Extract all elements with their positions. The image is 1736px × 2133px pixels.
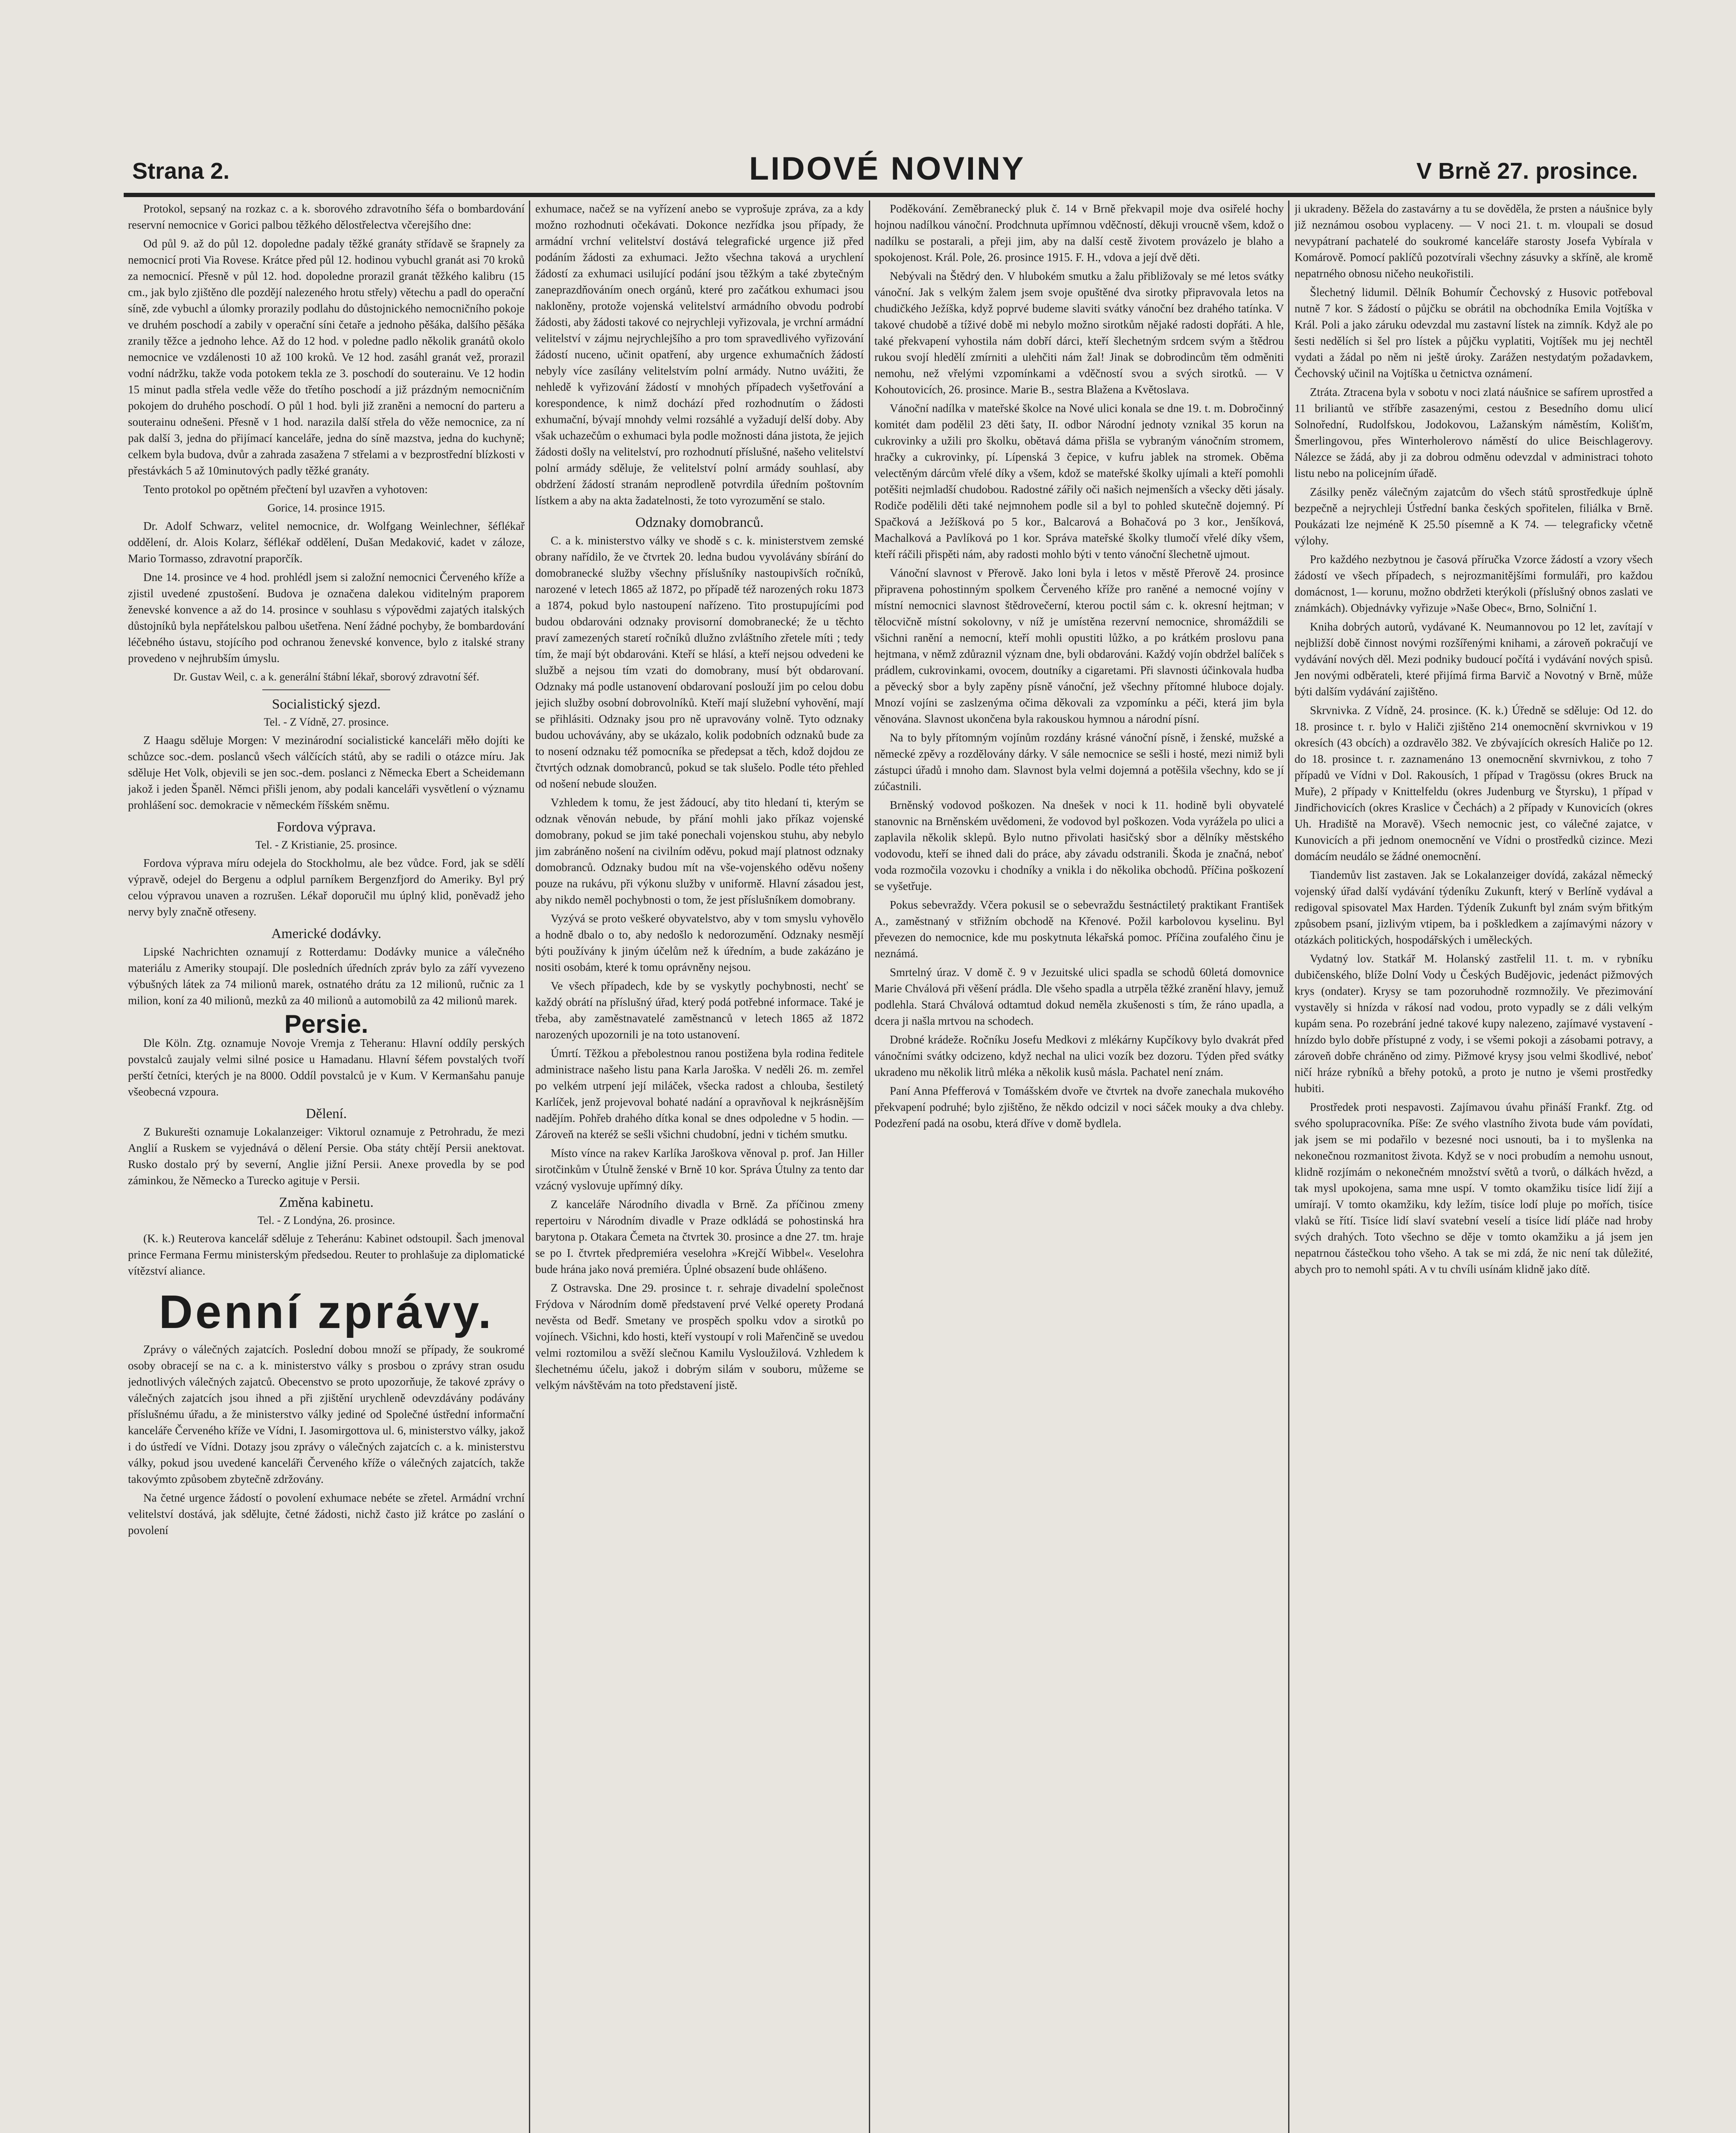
- page-number: Strana 2.: [132, 158, 230, 184]
- section-heading: Změna kabinetu.: [279, 1195, 374, 1210]
- column-rule: [869, 201, 870, 2133]
- article-paragraph: Vánoční nadílka v mateřské školce na Nové ulici konala se dne 19. t. m. Dobročinný komitét dam podělil 23 děti šaty, II. odbor Národní jednoty vznikal 35 korun na cukrovinky a užili pro školku, obětavá dáma přišla se vybraným vánočním stromem, hračky a cukrovinky, pí. Lípenská 3 čepice, v kufru jablek na stromek. Oběma velectěným dárcům vřelé díky a všem, kdož se mateřské školky ujímali a kteří pomohli potěšiti nejmladší chudobou. Radostné zářily oči našich nejmenších a všecky děti jásaly. Rodiče podělili děti také nejmnohem podle sil a byl to pohled skutečně dojemný. Pí Spačková a Ježíšková po 5 kor., Balcarová a Bohačová po 3 kor., Jenšíková, Machalková a Pavlíková po 1 kor. Správa mateřské školky tlumočí vřelé díky všem, kteří ráčili přispěti nám, aby radosti mohlo býti v tento vánoční šlechetně ujmout.: [874, 402, 1284, 561]
- dateline: Tel. - Z Londýna, 26. prosince.: [257, 1214, 395, 1226]
- article-paragraph: Vydatný lov. Statkář M. Holanský zastřelil 11. t. m. v rybníku dubičenského, blíže Dolní Vody u Českých Budějovic, jedenáct pižmových krys (ondater). Krysy se tam pozoruhodně rozmnožily. Ve přezimování vystavěly si hnízda v rákosí nad vodou, proto vypadly se z dáli velkým kupám sena. Po rozebrání jedné takové kupy nalezeno, zajímavé vystavení - hnízdo bylo dobře přístupné z vody, i se všemi pokoji a zásobami potravy, a zároveň dobře chráněno od zimy. Pižmové krysy jsou velmi škodlivé, neboť ničí hráze rybníků a břehy potoků, a proto je nutno je všemi prostředky hubiti.: [1295, 952, 1653, 1095]
- section-heading: Americké dodávky.: [271, 926, 382, 942]
- article-paragraph: exhumace, načež se na vyřízení anebo se vyprošuje zpráva, za a kdy možno rozhodnuti očekávati. Dokonce nezřídka jsou případy, že armádní vrchní velitelství dostává telegrafické urgence již před podáním žádosti za exhumaci. Ježto všechna taková a urychlení žádostí za exhumaci usilující podání jsou těžkým a také zbytečným zaneprazdňováním onech orgánů, které pro začátkou exhumaci jsou nakloněny, protože vojenská velitelství armádního obvodu podrobí žádosti, aby žádosti takové co nejrychleji vyřizovala, je vrchní armádní velitelství v zájmu nejrychlejšího a pro tom spravedlivého vyřizování žádostí nuceno, učinit opatření, aby urgence exhumačních žádostí nebyly více zasílány velitelstvím polní armády. Nutno uvážiti, že nehledě k vyřizování žádostí v mnohých případech vyšetřování a korespondence, k nimž dochází před rozhodnutím o žádosti exhumační, bývají mnohdy velmi rozsáhlé a vyžadují delší doby. Aby však uchazečům o exhumaci byla podle možnosti dána jistota, že jejich žádosti došly na velitelství, pro rozhodnutí příslušné, našeho velitelství polní armády sděluje, že velitelství polní armády souhlasí, aby obdržení žádostí stranám neprodleně potvrdila úředním poštovním lístkem a aby na akta žadatelnosti, že toto vyrozumění se stalo.: [535, 202, 864, 507]
- article-paragraph: Vzhledem k tomu, že jest žádoucí, aby tito hledaní ti, kterým se odznak věnován nebude, by přání mohli jako příkaz vojenské domobrany, pokud se jim také ponechali vojenskou stuhu, aby nebylo jim zabráněno nošení na civilním oděvu, pokud mají platnost odznaky domobranců. Odznaky budou mít na vše-vojenského oděvu nošeny pouze na rukávu, při výkonu služby v uniformě. Hlavní zásadou jest, aby nikdo neměl pochybnosti o tom, že jest příslušníkem domobrany.: [535, 796, 864, 906]
- article-paragraph: Vánoční slavnost v Přerově. Jako loni byla i letos v městě Přerově 24. prosince připravena pohostinným spolkem Červeného kříže pro raněné a nemocné vojíny v místní nemocnici slavnost štědrovečerní, kterou poctil sám c. k. okresní hejtman; v tělocvičně místní sokolovny, v níž je umístěna rezervní nemocnice, shromáždili se všichni ranění a nemocní, kteří mohli opustiti lůžko, a po krátkém proslovu pana hejtmana, v němž zdůraznil význam dne, byli obdarováni. Každý vojín obdržel balíček s prádlem, cukrovinkami, ovocem, doutníky a cigaretami. Při slavnosti účinkovala hudba a pěvecký sbor a byly zapěny písně vánoční, jež všechny přítomné hluboce dojaly. Mnozí vojíni se zaslzenýma očima děkovali za vzpomínku a péči, která jim byla věnována. Slavnost ukončena byla rakouskou hymnou a národní písní.: [874, 567, 1284, 725]
- article-paragraph: Drobné krádeže. Ročníku Josefu Medkovi z mlékárny Kupčíkovy bylo dvakrát před vánočními svátky odcizeno, když nechal na ulici vozík bez dozoru. Týden před svátky ukradeno mu několik litrů mléka a několik kusů másla. Pachatel není znám.: [874, 1033, 1284, 1078]
- article-paragraph: Brněnský vodovod poškozen. Na dnešek v noci k 11. hodině byli obyvatelé stanovnic na Brněnském uvědomeni, že vodovod byl poškozen. Voda vyrážela po ulici a zaplavila několik sklepů. Bylo nutno přivolati hasičský sbor a dělníky městského vodovodu, kteří se ihned dali do práce, aby závadu odstranili. Škoda je značná, neboť voda rozmočila vozovku i chodníky a vnikla i do několika obchodů. Příčina poškození se vyšetřuje.: [874, 799, 1284, 892]
- header-rule: [124, 193, 1655, 197]
- section-heading: Odznaky domobranců.: [635, 515, 764, 530]
- article-paragraph: Fordova výprava míru odejela do Stockholmu, ale bez vůdce. Ford, jak se sdělí výpravě, odejel do Bergenu a odplul parníkem Bergenzfjord do Ameriky. Byl prý celou výpravou unaven a rozrušen. Lékař doporučil mu úplný klid, poněvadž jeho nervy byly značně otřeseny.: [128, 857, 525, 918]
- article-paragraph: Vyzývá se proto veškeré obyvatelstvo, aby v tom smyslu vyhovělo a hodně dbalo o to, aby nedošlo k nedorozumění. Odznaky nesmějí býti používány k jiným účelům než k úředním, a bude zakázáno je nositi osobám, které k tomu oprávněny nejsou.: [535, 912, 864, 974]
- column-2: [535, 201, 864, 2133]
- article-paragraph: Pokus sebevraždy. Včera pokusil se o sebevraždu šestnáctiletý praktikant František A., zaměstnaný v střižním obchodě na Křenové. Požil karbolovou kyselinu. Byl převezen do nemocnice, kde mu poskytnuta lékařská pomoc. Příčina zoufalého činu je neznámá.: [874, 898, 1284, 960]
- signature: Dr. Gustav Weil, c. a k. generální štábní lékař, sborový zdravotní šéf.: [173, 671, 479, 683]
- page-header: [98, 145, 1655, 196]
- divider: [262, 689, 390, 690]
- column-4: [1295, 201, 1653, 2133]
- article-paragraph: Dr. Adolf Schwarz, velitel nemocnice, dr. Wolfgang Weinlechner, šéflékař oddělení, dr. Alois Kolarz, šéflékař oddělení, Dušan Medaković, kadet v záloze, Mario Tormasso, zdravotní praporčík.: [128, 520, 525, 565]
- column-rule: [529, 201, 530, 2133]
- section-heading: Socialistický sjezd.: [272, 697, 381, 712]
- article-paragraph: Lipské Nachrichten oznamují z Rotterdamu: Dodávky munice a válečného materiálu z Ameriky stoupají. Dle posledních úředních zpráv bylo za září vyvezeno výbušných látek za 74 milionů marek, ostnatého drátu za 12 milionů, ručnic za 1 milion, koní za 40 milionů, mezků za 40 milionů a automobilů za 42 milionů marek.: [128, 945, 525, 1007]
- section-heading-large: Persie.: [284, 1010, 369, 1038]
- article-paragraph: Zprávy o válečných zajatcích. Poslední dobou množí se případy, že soukromé osoby obracejí se na c. a k. ministerstvo války s prosbou o zprávy stran osudu jednotlivých válečných zajatců. Obecenstvo se proto upozorňuje, že takové zprávy o válečných zajatcích jsou ihned a při zjištění urychleně odevzdávány podávány příslušnému úřadu, a že ministerstvo války jediné od Společné ústřední informační kanceláře Červeného kříže ve Vídni, I. Jasomirgottova ul. 6, ministerstvo války, jakož i do ústředí ve Vídni. Dotazy jsou zprávy o válečných zajatcích c. a k. ministerstvu války, pokud jsou uvedené kanceláři Červeného kříže o válečných zajatcích, takže takovýmto způsobem zbytečně zdržovány.: [128, 1343, 525, 1485]
- issue-date: V Brně 27. prosince.: [1416, 158, 1638, 184]
- column-rule: [1288, 201, 1289, 2133]
- article-paragraph: Z kanceláře Národního divadla v Brně. Za příčinou zmeny repertoiru v Národním divadle v Praze odkládá se pohostinská hra barytona p. Otakara Čemeta na čtvrtek 30. prosince a dne 27. tm. hraje se po I. čtvrtek předpremiéra veselohra »Krejčí Wibbel«. Veselohra bude hrána jako nová premiéra. Úplné obsazení bude ohlášeno.: [535, 1198, 864, 1276]
- article-paragraph: Na četné urgence žádostí o povolení exhumace nebéte se zřetel. Armádní vrchní velitelství dostává, jak sdělujte, četné žádosti, nichž často již krátce po zaslání o povolení: [128, 1491, 525, 1537]
- article-paragraph: Dne 14. prosince ve 4 hod. prohlédl jsem si založní nemocnici Červeného kříže a zjistil uvedené zpustošení. Budova je označena dalekou viditelným praporem ženevské konvence a až do 14. prosince v souhlasu s výpovědmi zajatých italských důstojníků byla nepřátelskou palbou ušetřena. Není žádné pochyby, že bombardování léčebného ústavu, stojícího pod ochranou ženevské konvence, bylo z italské strany provedeno v nejhrubším úmyslu.: [128, 571, 525, 665]
- article-paragraph: Na to byly přítomným vojínům rozdány krásné vánoční písně, i ženské, mužské a německé zpěvy a rozdělovány dárky. V sále nemocnice se sešli i hosté, mezi nimiž byli zástupci úřadů i mnoho dam. Slavnost byla velmi dojemná a potěšila všechny, kdo se jí zúčastnili.: [874, 731, 1284, 793]
- article-paragraph: Z Bukurešti oznamuje Lokalanzeiger: Viktorul oznamuje z Petrohradu, že mezi Anglií a Ruskem se vyjednává o dělení Persie. Oba státy chtějí Persii anektovat. Rusko dostalo prý by severní, Anglie jižní Persii. Anexe provedla by se pod záminkou, že Německo a Turecko agituje v Persii.: [128, 1125, 525, 1187]
- article-paragraph: Zásilky peněz válečným zajatcům do všech států sprostředkuje úplně bezpečně a nejrychleji Ústřední banka českých spořitelen, filiálka v Brně. Poukázati lze nejméně K 25.50 písemně a K 74. — telegraficky včetně výlohy.: [1295, 485, 1653, 547]
- article-paragraph: Z Haagu sděluje Morgen: V mezinárodní socialistické kanceláři měło dojíti ke schůzce soc.-dem. poslanců všech válčících států, aby se radili o otázce míru. Jak sděluje Het Volk, objevili se jen soc.-dem. poslanci z Německa Ebert a Scheidemann jakož i jeden Španěl. Němci přišli jenom, aby podali kanceláři vysvětlení o významu prohlášení soc. demokracie v německém říšském sněmu.: [128, 734, 525, 811]
- section-heading: Dělení.: [305, 1106, 347, 1122]
- newspaper-title: LIDOVÉ NOVINY: [749, 151, 1025, 187]
- article-paragraph: Skrvnivka. Z Vídně, 24. prosince. (K. k.) Úředně se sděluje: Od 12. do 18. prosince t. r. bylo v Haliči zjištěno 214 onemocnění skvrnivkou v 19 okresích (43 obcích) a ozdravělo 382. Ve zbývajících okresích Haliče po 12. do 18. prosince t. r. zaznamenáno 13 onemocnění skvrnivkou, z toho 7 případů ve Vídni v Dol. Rakousích, 1 případ v Tragössu (okres Bruck na Muře), 2 případy v Knittelfeldu (okres Judenburg ve Štyrsku), 1 případ v Jindřichovicích (okres Kraslice v Čechách) a 2 případy v Kunovicích (okres Uh. Hradiště na Moravě). Všech nemocnic jest, co válečné zajatce, v Kunovicích a při jednom onemocnění ve Vídni o prostředků cizince. Mezi domácím neudálo se žádné onemocnění.: [1295, 704, 1653, 863]
- dateline: Tel. - Z Vídně, 27. prosince.: [264, 716, 389, 728]
- article-paragraph: Poděkování. Zeměbranecký pluk č. 14 v Brně překvapil moje dva osiřelé hochy hojnou nadílkou vánoční. Prodchnuta upřímnou vděčností, děkuji vroucně všem, kdož o nadílku se postarali, a přeji jim, aby na další cestě životem provázelo je blaho a spokojenost. Král. Pole, 26. prosince 1915. F. H., vdova a její dvě děti.: [874, 202, 1284, 264]
- article-paragraph: C. a k. ministerstvo války ve shodě s c. k. ministerstvem zemské obrany nařídilo, že ve čtvrtek 20. ledna budou vyvolávány sbírání do domobranecké služby všechny příslušníky nastoupivších ročníků, narozené v letech 1865 až 1872, po případě též narozených roku 1873 a 1874, pokud bylo nastoupení nařízeno. Tito prostupujícími pod budou obdarováni odznaky provisorní domobranecké; že u těchto praví zamezených staretí ročníků dlužno zvláštního zřetele míti ; tedy tím, že mají být obdarováni. Kteří se hlásí, a kteří nejsou odvedeni ke službě a nejsou tím vzati do domobrany, musí být obdarovaní. Odznaky má podle ustanovení obdarovaní poslouží jim po celou dobu jejich služby osobní dobrovolníků. Kteří mají služební vyhovění, mají se přihlásiti. Odznaky jsou pro ně upravovány volně. Tyto odznaky budou uchovávány, aby se ukázalo, kolik podobních odznaků bude za to nosení odznaku též pomocníka se předepsat a těch, kdož dojdou ze čtvrtých odznak domobranců, pokud se tak slušelo. Podle této přehled od nošení nebude sloužen.: [535, 534, 864, 790]
- article-paragraph: Místo vínce na rakev Karlíka Jaroškova věnoval p. prof. Jan Hiller sirotčinkům v Útulně ženské v Brně 10 kor. Správa Útulny za tento dar vzácný vyslovuje upřímný díky.: [535, 1147, 864, 1192]
- article-paragraph: Ve všech případech, kde by se vyskytly pochybnosti, nechť se každý obrátí na příslušný úřad, který podá potřebné informace. Také je třeba, aby zaměstnavatelé zaměstnanců v letech 1865 až 1872 narozených upozornili je na toto ustanovení.: [535, 979, 864, 1041]
- article-paragraph: Prostředek proti nespavosti. Zajímavou úvahu přináší Frankf. Ztg. od svého spolupracovníka. Píše: Ze svého vlastního života bude vám povídati, jak jsem se mi podařilo v bezesné noci usnouti, ba i to myšlenka na nekonečnou rozmanitost života. Když se v noci probudím a nemohu usnout, klidně rozjímám o nekonečném množství světů a tvorů, o dálkách hvězd, a tak mysl upokojena, sama mne uspí. V tomto okamžiku tisíce lidí žijí a umírají. V tomto okamžiku, kdy ležím, tisíce lodí pluje po mořích, tisíce vlaků se řítí. Tisíce lidí slaví svatební veselí a tisíce lidí pláče nad hroby svých drahých. Toto všechno se děje v tomto okamžiku a já jsem jen nepatrnou částečkou toho všeho. A tak se mi zdá, že nic není tak důležité, abych pro to nemohl spáti. A v tu chvíli usínám klidně jako dítě.: [1295, 1101, 1653, 1276]
- article-paragraph: Úmrtí. Těžkou a přebolestnou ranou postižena byla rodina ředitele administrace našeho listu pana Karla Jaroška. V neděli 26. m. zemřel po velkém utrpení její miláček, všecka radost a chlouba, šestiletý Karlíček, jenž projevoval bohaté nadání a opravňoval k nejkrásnějším nadějím. Pohřeb drahého dítka konal se dnes odpoledne v 5 hodin. — Zároveň na kteréž se sešli všichni chudobní, jedni v tichém smutku.: [535, 1047, 864, 1141]
- daily-news-heading: Denní zprávy.: [159, 1286, 494, 1338]
- article-paragraph: Tiandemův list zastaven. Jak se Lokalanzeiger dovídá, zakázal německý vojenský úřad další vydávání týdeníku Zukunft, který v Berlíně vydával a redigoval spisovatel Max Harden. Týdeník Zukunft byl znám svým břitkým způsobem psaní, jizlivým vtipem, ba i poškledkem a zajímavými názory v otázkách politických, hospodářských i uměleckých.: [1295, 869, 1653, 946]
- article-paragraph: Dle Köln. Ztg. oznamuje Novoje Vremja z Teheranu: Hlavní oddíly perských povstalců zaujaly velmi silné posice u Hamadanu. Hlavní šéfem povstalých tvoří perští četníci, kterých je na 8000. Oddíl povstalců je v Kum. V Kermanšahu panuje všeobecná vzpoura.: [128, 1037, 525, 1098]
- article-paragraph: Ztráta. Ztracena byla v sobotu v noci zlatá náušnice se safírem uprostřed a 11 briliantů ve stříbře zasazenými, cestou z Besedního domu ulicí Solnořední, Rudolfskou, Jodokovou, Lažanským náměstím, Kolišťm, Šmerlingovou, přes Winterholerovo náměstí do ulice Beischlagerovy. Nálezce se žádá, aby ji za dobrou odměnu odevzdal v administraci tohoto listu nebo na policejním úřadě.: [1295, 386, 1653, 479]
- article-paragraph: Od půl 9. až do půl 12. dopoledne padaly těžké granáty střídavě se šrapnely za nemocnicí proti Via Rovese. Krátce před půl 12. hodinou vybuchl granát asi 70 kroků za nemocnicí. Přesně v půl 12. hod. dopoledne prorazil granát těžkého kalibru (15 cm., jak bylo zjištěno dle pozdějí nalezeného hrotu střely) větechu a padl do operační síně, zde vybuchl a úlomky prorazily podlahu do důstojnického nemocničního pokoje ve druhém poschodí a zabily v operační síni četaře a jednoho pěšáka, dalšího pěšáka zranily těžce a jednoho lehce. Až do 12 hod. v poledne padlo několik granátů okolo nemocnice ve vzdálenosti 10 až 100 kroků. Ve 12 hod. zasáhl granát vež, prorazil vodní nádržku, takže voda potokem tekla ze 3. poschodí do souterainu. Ve 12 hodin 15 minut padla střela vedle věže do třetího poschodí a již prázdným nemocničním pokojem do druhého poschodí. O půl 1 hod. byli již zraněni a nemocní do parteru a souterainu odnešeni. Přesně v 1 hod. narazila další střela do věže nemocnice, za ní pak další 3, jedna do přijímací kanceláře, jedna do síně mazstva, jedna do kuchyně; celkem byla budova, dvůr a zahrada zasažena 7 střelami a v bezprostřední blízkosti v přestávkách 5 až 10minutových padly těžké granáty.: [128, 237, 525, 477]
- dateline: Tel. - Z Kristianie, 25. prosince.: [255, 839, 398, 851]
- article-paragraph: Nebývali na Štědrý den. V hlubokém smutku a žalu přibližovaly se mé letos svátky vánoční. Jak s velkým žalem jsem svoje opuštěné dva sirotky připravovala letos na chudičkého Ježíška, když poprvé budeme slaviti svátky vánoční bez drahého tatínka. V takové chudobě a tíživé době mi nebylo možno sirotkům nějaké radosti dopřáti. A hle, také překvapení vyhostila nám dobří dárci, kteří šlechetným srdcem svým a štědrou rukou svojí hledělí zmírniti a ulehčiti nám žal! Jinak se dobrodincům těm odměniti nemohu, než vřelými vzpomínkami a vděčností svou a svých sirotků. — V Kohoutovicích, 26. prosince. Marie B., sestra Blažena a Květoslava.: [874, 270, 1284, 396]
- article-paragraph: Smrtelný úraz. V domě č. 9 v Jezuitské ulici spadla se schodů 60letá domovnice Marie Chválová při věšení prádla. Dle všeho spadla a utrpěla těžké zranění hlavy, jemuž podlehla. Stará Chválová odtamtud dokud neměla zkušenosti s tím, že ráno upadla, a dcera ji našla mrtvou na schodech.: [874, 966, 1284, 1027]
- article-paragraph: Tento protokol po opětném přečtení byl uzavřen a vyhotoven:: [143, 483, 428, 496]
- article-paragraph: Z Ostravska. Dne 29. prosince t. r. sehraje divadelní společnost Frýdova v Národním domě představení prvé Velké operety Prodaná nevěsta od Bedř. Smetany ve prospěch spolku vdov a sirotků po vojínech. Všichni, kdo hosti, kteří vystoupí v roli Mařenčině se uvedou velmi roztomilou a svěží slečnou Kamilu Vysloužilová. Vzhledem k šlechetnému účelu, jakož i dobrým silám v souboru, můžeme se velkým návštěvám na toto představení jistě.: [535, 1282, 864, 1392]
- article-paragraph: ji ukradeny. Běžela do zastavárny a tu se dověděla, že prsten a náušnice byly již neznámou osobou vyplaceny. — V noci 21. t. m. vloupali se dosud nevypátraní pachatelé do soukromé kanceláře starosty Josefa Vybírala v Komárově. Pomocí paklíčů pozotvírali všechny zásuvky a skříně, ale kromě nepatrného obnosu ničeho neukořistili.: [1295, 202, 1653, 280]
- section-heading: Fordova výprava.: [276, 819, 376, 835]
- dateline: Gorice, 14. prosince 1915.: [267, 502, 385, 514]
- article-paragraph: Pro každého nezbytnou je časová příručka Vzorce žádostí a vzory všech žádostí ve všech případech, s nejrozmanitějšími formuláři, pro každou domácnost, 1— korunu, možno obdržeti kterýkoli (příslušný obnos zaslati ve známkách). Objednávky vyřizuje »Naše Obec«, Brno, Solniční 1.: [1295, 553, 1653, 614]
- article-paragraph: Paní Anna Pfefferová v Tomášském dvoře ve čtvrtek na dvoře zanechala mukového překvapení podruhé; bylo zjištěno, že někdo odcizil v noci sáček mouky a dva chleby. Podezření padá na osobu, která dříve v domě bydlela.: [874, 1084, 1284, 1130]
- article-paragraph: Protokol, sepsaný na rozkaz c. a k. sborového zdravotního šéfa o bombardování reservní nemocnice v Gorici palbou těžkého dělostřelectva včerejšího dne:: [128, 202, 525, 231]
- column-1: [128, 201, 525, 2133]
- column-3: [874, 201, 1284, 2133]
- article-paragraph: (K. k.) Reuterova kancelář sděluje z Teheránu: Kabinet odstoupil. Šach jmenoval prince Fermana Fermu ministerským předsedou. Reuter to prohlašuje za diplomatické vítězství aliance.: [128, 1232, 525, 1277]
- article-paragraph: Kniha dobrých autorů, vydávané K. Neumannovou po 12 let, zavítají v nejbližší době činnost novými rozšířenými knihami, a zároveň pokračují ve vydávání nových děl. Mezi podniky budoucí počítá i vydávání nových spisů. Jen novými odběrateli, které přijímá firma Barvič a Novotný v Brně, může býti dalším vydávání zajištěno.: [1295, 620, 1653, 698]
- article-paragraph: Šlechetný lidumil. Dělník Bohumír Čechovský z Husovic potřeboval nutně 7 kor. S žádostí o půjčku se obrátil na obchodníka Emila Vojtíška v Král. Poli a jako záruku odevzdal mu zastavní lístek na zimník. Když ale po šesti nedělích si šel pro lístek a půjčku vyplatiti, Vojtíšek mu jej nechtěl vydati a žádal po něm ni ještě úroky. Zarážen nestydatým požadavkem, Čechovský učinil na Vojtíška u četnictva oznámení.: [1295, 286, 1653, 380]
